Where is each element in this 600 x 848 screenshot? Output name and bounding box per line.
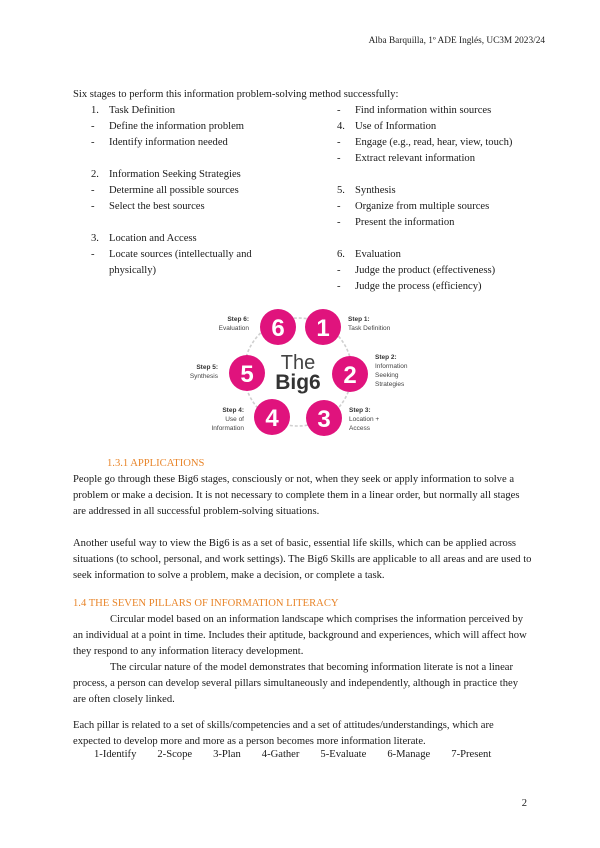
step-1-number: 1 (316, 315, 330, 342)
list-marker: 5. (337, 185, 345, 196)
list-item: Identify information needed (109, 137, 228, 148)
pillar-item: 7-Present (451, 749, 492, 760)
list-marker: - (337, 153, 341, 164)
step-6-label: Evaluation (218, 325, 249, 332)
intro-text: Six stages to perform this information problem-solving method successfully: (73, 89, 399, 100)
list-marker: 2. (91, 169, 99, 180)
step-2-label: Strategies (375, 381, 405, 388)
list-marker: - (91, 185, 95, 196)
list-marker: - (337, 265, 341, 276)
big6-step-5 (190, 355, 265, 391)
step-4-label: Information (211, 425, 244, 432)
step-6-number: 6 (271, 315, 285, 342)
list-marker: - (337, 217, 341, 228)
pillar-item: 3-Plan (213, 749, 241, 760)
pillar-item: 4-Gather (261, 749, 300, 760)
big6-diagram (185, 296, 420, 444)
list-marker: - (91, 249, 95, 260)
step-2-title: Step 2: (375, 354, 397, 361)
big6-step-1 (305, 309, 391, 345)
pillar-item: 6-Manage (387, 749, 431, 760)
step-2-label: Information (375, 363, 408, 370)
list-marker: 3. (91, 233, 99, 244)
list-item: Task Definition (109, 105, 176, 116)
big6-step-3 (306, 400, 379, 436)
list-item: Present the information (355, 217, 455, 228)
step-4-title: Step 4: (222, 407, 244, 414)
big6-step-2 (332, 354, 408, 392)
list-item: Select the best sources (109, 201, 205, 212)
list-item: Judge the process (efficiency) (355, 281, 482, 292)
list-item: Extract relevant information (355, 153, 476, 164)
step-3-label: Location + (349, 416, 380, 423)
step-1-label: Task Definition (348, 325, 391, 332)
list-marker: 6. (337, 249, 345, 260)
step-5-label: Synthesis (189, 373, 218, 380)
step-2-number: 2 (343, 362, 357, 389)
big6-title-big6: Big6 (275, 371, 321, 394)
list-marker: 1. (91, 105, 99, 116)
list-marker: - (337, 137, 341, 148)
applications-paragraph-1: People go through these Big6 stages, consciously or not, when they seek or apply information to solve a problem or make a decision. It is not necessary to complete them in a linear order, but normally all stages are addressed in all successful problem-solving situations. (73, 474, 520, 517)
list-item: Locate sources (intellectually and (109, 249, 252, 260)
step-5-title: Step 5: (196, 364, 218, 371)
step-3-title: Step 3: (349, 407, 371, 414)
list-marker: - (91, 121, 95, 132)
step-5-number: 5 (240, 361, 254, 388)
step-3-number: 3 (317, 406, 331, 433)
step-4-number: 4 (265, 405, 279, 432)
page-number: 2 (521, 798, 527, 809)
applications-heading: 1.3.1 APPLICATIONS (107, 458, 205, 469)
list-item: Location and Access (109, 233, 197, 244)
applications-paragraph-2: Another useful way to view the Big6 is as a set of basic, essential life skills, which can be applied across situations (to school, personal, and work settings). The Big6 Skills are applicable to all areas and are used to seek information to solve a problem, make a decision, or complete a task. (73, 538, 532, 581)
list-marker: - (337, 201, 341, 212)
list-marker: - (337, 105, 341, 116)
step-2-label: Seeking (375, 372, 399, 379)
list-item: Engage (e.g., read, hear, view, touch) (355, 137, 513, 148)
page-header: Alba Barquilla, 1º ADE Inglés, UC3M 2023/24 (368, 36, 545, 46)
pillar-item: 5-Evaluate (320, 749, 367, 760)
list-marker: - (91, 137, 95, 148)
pillars-paragraph-3: Each pillar is related to a set of skills/competencies and a set of attitudes/understandings, which are expected to develop more and more as a person becomes more information literate. (73, 720, 494, 747)
step-3-label: Access (349, 425, 370, 432)
list-item: physically) (109, 265, 157, 276)
list-marker: - (91, 201, 95, 212)
big6-step-4 (211, 399, 290, 435)
pillars-paragraph-2: The circular nature of the model demonstrates that becoming information literate is not a linear process, a person can develop several pillars simultaneously and independently, although in practice they are often closely linked. (73, 662, 518, 705)
list-item: Find information within sources (355, 105, 492, 116)
list-item: Define the information problem (109, 121, 245, 132)
list-item: Synthesis (355, 185, 396, 196)
step-6-title: Step 6: (227, 316, 249, 323)
list-item: Information Seeking Strategies (109, 169, 241, 180)
pillar-item: 1-Identify (94, 749, 137, 760)
pillar-item: 2-Scope (157, 749, 193, 760)
list-item: Use of Information (355, 121, 437, 132)
step-4-label: Use of (225, 416, 244, 423)
pillars-list (94, 747, 512, 763)
list-item: Evaluation (355, 249, 401, 260)
list-item: Judge the product (effectiveness) (355, 265, 496, 276)
pillars-heading: 1.4 THE SEVEN PILLARS OF INFORMATION LITERACY (73, 598, 339, 609)
pillars-paragraph-1: Circular model based on an information landscape which comprises the information perceived by an individual at a point in time. Includes their aptitude, background and experiences, which will affect how they respond to any information literacy development. (73, 614, 527, 657)
big6-title-the: The (280, 352, 316, 374)
list-item: Organize from multiple sources (355, 201, 490, 212)
list-item: Determine all possible sources (109, 185, 239, 196)
step-1-title: Step 1: (348, 316, 370, 323)
big6-step-6 (219, 309, 296, 345)
list-marker: 4. (337, 121, 345, 132)
list-marker: - (337, 281, 341, 292)
